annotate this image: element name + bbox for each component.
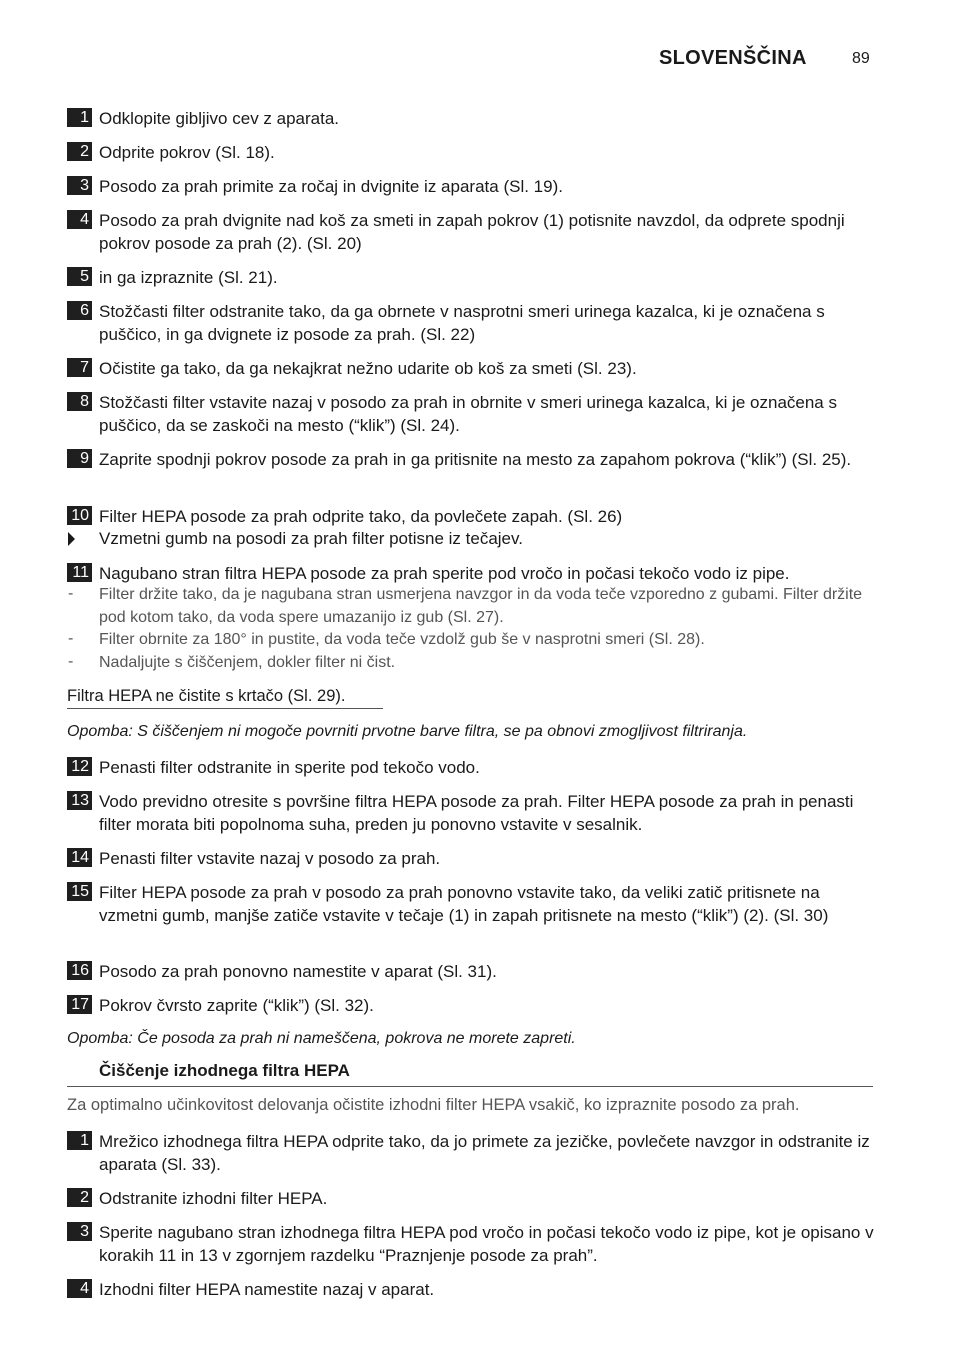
warning-underline <box>67 708 383 709</box>
heading-rule <box>67 1086 873 1087</box>
step-text: in ga izpraznite (Sl. 21). <box>99 268 278 287</box>
dash-marker: - <box>68 653 74 670</box>
section-heading: Čiščenje izhodnega filtra HEPA <box>99 1061 350 1080</box>
step-number: 3 <box>67 176 92 195</box>
step-text: Penasti filter odstranite in sperite pod tekočo vodo. <box>99 758 480 777</box>
step-text: Odklopite gibljivo cev z aparata. <box>99 109 340 128</box>
step-number: 1 <box>67 108 92 127</box>
step-number: 4 <box>67 210 92 229</box>
step-text: Posodo za prah primite za ročaj in dvignite iz aparata (Sl. 19). <box>99 177 563 196</box>
step-text: Vodo previdno otresite s površine filtra HEPA posode za prah. Filter HEPA posode za prah in penasti filter morata biti popolnoma suha, preden ju ponovno vstavite v sesalnik. <box>99 792 854 834</box>
step-number: 1 <box>67 1131 92 1150</box>
step-text: Mrežico izhodnega filtra HEPA odprite tako, da jo primete za jezičke, povlečete navzgor in odstranite iz aparata (Sl. 33). <box>99 1132 870 1174</box>
step-11-sub-2: Filter obrnite za 180° in pustite, da voda teče vzdolž gub še v nasprotni smeri (Sl. 28). <box>99 631 705 648</box>
step-number: 3 <box>67 1222 92 1241</box>
step-10-bullet-text: Vzmetni gumb na posodi za prah filter potisne iz tečajev. <box>99 529 523 548</box>
step-number: 17 <box>67 995 92 1014</box>
step-number: 9 <box>67 449 92 468</box>
step-number: 13 <box>67 791 92 810</box>
step-text: Posodo za prah dvignite nad koš za smeti in zapah pokrov (1) potisnite navzdol, da odprete spodnji pokrov posode za prah (2). (Sl. 20) <box>99 211 845 253</box>
page-number: 89 <box>852 50 870 67</box>
section-language-title: SLOVENŠČINA <box>659 47 807 69</box>
step-text: Posodo za prah ponovno namestite v aparat (Sl. 31). <box>99 962 497 981</box>
step-number: 2 <box>67 1188 92 1207</box>
step-text: Sperite nagubano stran izhodnega filtra HEPA pod vročo in počasi tekočo vodo iz pipe, kot je opisano v korakih 11 in 13 v zgornjem razdelku “Praznjenje posode za prah”. <box>99 1223 874 1265</box>
dash-marker: - <box>68 630 74 647</box>
step-text: Izhodni filter HEPA namestite nazaj v aparat. <box>99 1280 435 1299</box>
step-text: Odprite pokrov (Sl. 18). <box>99 143 275 162</box>
step-text: Odstranite izhodni filter HEPA. <box>99 1189 328 1208</box>
warning-text: Filtra HEPA ne čistite s krtačo (Sl. 29). <box>67 687 346 705</box>
step-11-sub-1: Filter držite tako, da je nagubana stran usmerjena navzgor in da voda teče vzporedno z gubami. Filter držite pod kotom tako, da voda spere umazanijo iz gub (Sl. 27). <box>99 586 863 626</box>
step-text: Filter HEPA posode za prah odprite tako, da povlečete zapah. (Sl. 26) <box>99 507 623 526</box>
step-number: 15 <box>67 882 92 901</box>
step-number: 16 <box>67 961 92 980</box>
bullet-arrow-icon <box>68 532 75 546</box>
step-text: Zaprite spodnji pokrov posode za prah in ga pritisnite na mesto za zapahom pokrova (“klik”) (Sl. 25). <box>99 450 852 469</box>
step-number: 5 <box>67 267 92 286</box>
step-number: 8 <box>67 392 92 411</box>
step-text: Penasti filter vstavite nazaj v posodo za prah. <box>99 849 441 868</box>
step-text: Stožčasti filter vstavite nazaj v posodo za prah in obrnite v smeri urinega kazalca, ki je označena s puščico, da se zaskoči na mesto (“klik”) (Sl. 24). <box>99 393 837 435</box>
step-text: Nagubano stran filtra HEPA posode za prah sperite pod vročo in počasi tekočo vodo iz pipe. <box>99 564 790 583</box>
step-number: 4 <box>67 1279 92 1298</box>
step-number: 14 <box>67 848 92 867</box>
step-number: 12 <box>67 757 92 776</box>
step-number: 7 <box>67 358 92 377</box>
dash-marker: - <box>68 585 74 602</box>
step-number: 6 <box>67 301 92 320</box>
section-intro: Za optimalno učinkovitost delovanja očistite izhodni filter HEPA vsakič, ko izpraznite posodo za prah. <box>67 1096 800 1114</box>
step-number: 2 <box>67 142 92 161</box>
note-1: Opomba: S čiščenjem ni mogoče povrniti prvotne barve filtra, se pa obnovi zmogljivost filtriranja. <box>67 723 748 740</box>
note-2: Opomba: Če posoda za prah ni nameščena, pokrova ne morete zapreti. <box>67 1030 576 1047</box>
step-11-sub-3: Nadaljujte s čiščenjem, dokler filter ni čist. <box>99 654 396 671</box>
step-text: Očistite ga tako, da ga nekajkrat nežno udarite ob koš za smeti (Sl. 23). <box>99 359 637 378</box>
step-number: 10 <box>67 506 92 525</box>
step-text: Stožčasti filter odstranite tako, da ga obrnete v nasprotni smeri urinega kazalca, ki je označena s puščico, in ga dvignete iz posode za prah. (Sl. 22) <box>99 302 825 344</box>
step-text: Filter HEPA posode za prah v posodo za prah ponovno vstavite tako, da veliki zatič pritisnete na vzmetni gumb, manjše zatiče vstavite v tečaje (1) in zapah pritisnete na mesto (“klik”) (2). (Sl. 30) <box>99 883 829 925</box>
step-number: 11 <box>67 563 92 582</box>
step-text: Pokrov čvrsto zaprite (“klik”) (Sl. 32). <box>99 996 374 1015</box>
